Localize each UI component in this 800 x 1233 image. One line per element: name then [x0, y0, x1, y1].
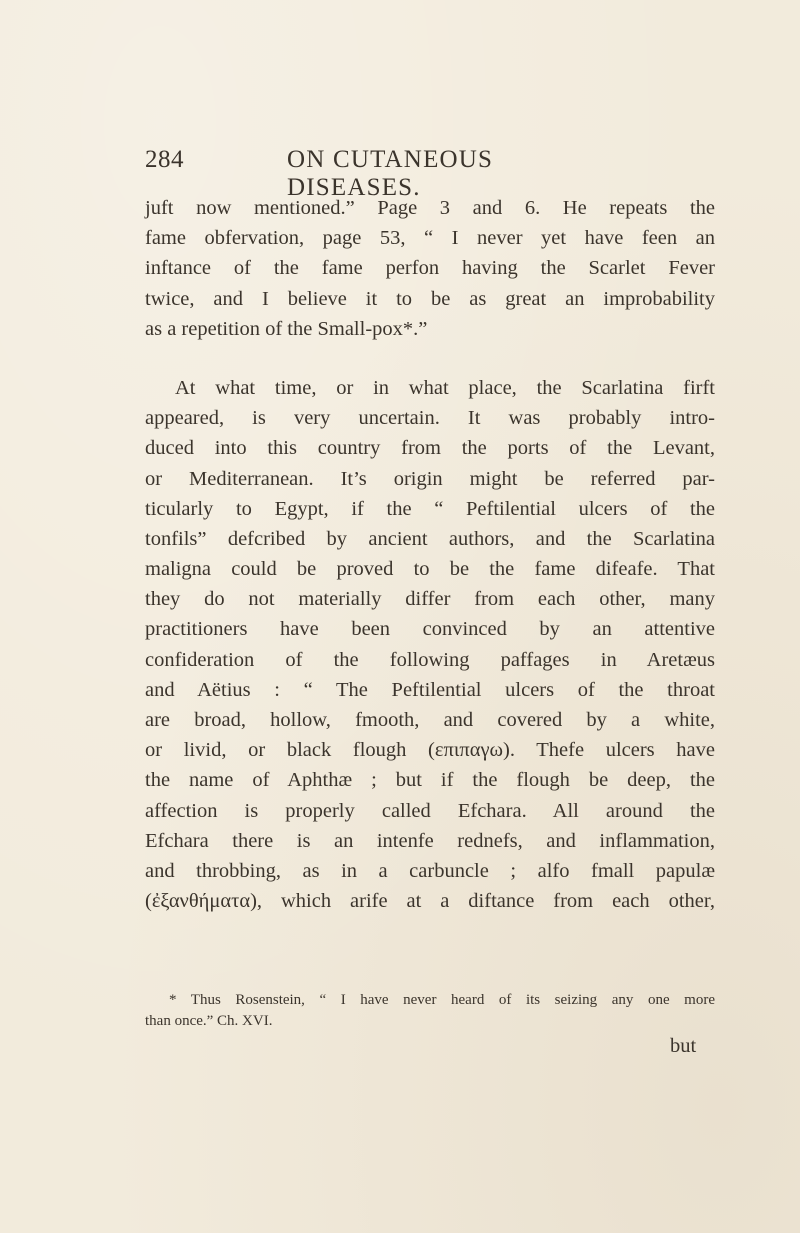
text-line: ticularly to Egypt, if the “ Peftilential ulcers of the: [145, 497, 715, 520]
text-line: appeared, is very uncertain. It was probably intro-: [145, 407, 715, 430]
text-line: inftance of the fame perfon having the Scarlet Fever: [145, 257, 715, 280]
page-number: 284: [145, 146, 184, 173]
text-line: tonfils” defcribed by ancient authors, and the Scarlatina: [145, 527, 715, 550]
text-line: juft now mentioned.” Page 3 and 6. He repeats the: [145, 197, 715, 219]
text-line: are broad, hollow, fmooth, and covered by a white,: [145, 709, 715, 731]
body-text: [145, 193, 715, 916]
footnote: [145, 990, 715, 1032]
footnote-line: * Thus Rosenstein, “ I have never heard of its seizing any one more: [169, 992, 715, 1008]
text-line: twice, and I believe it to be as great an improbability: [145, 287, 715, 310]
text-line: as a repetition of the Small-pox*.”: [145, 317, 428, 340]
text-line: they do not materially differ from each other, many: [145, 588, 715, 611]
page-header: [145, 146, 615, 201]
footnote-line: than once.” Ch. XVI.: [145, 1013, 273, 1029]
paragraph: [145, 193, 715, 344]
text-line: practitioners have been convinced by an attentive: [145, 618, 715, 641]
text-line: or livid, or black flough (επιπαγω). Thefe ulcers have: [145, 739, 715, 762]
paragraph-gap: [145, 344, 715, 373]
text-line: and Aëtius : “ The Peftilential ulcers of the throat: [145, 678, 715, 701]
catchword: but: [670, 1035, 697, 1057]
text-line: At what time, or in what place, the Scarlatina firft: [175, 376, 715, 399]
running-head: ON CUTANEOUS DISEASES.: [287, 146, 494, 201]
text-line: (ἐξανθήματα), which arife at a diftance from each other,: [145, 890, 715, 913]
text-line: the name of Aphthæ ; but if the flough be deep, the: [145, 769, 715, 792]
text-line: and throbbing, as in a carbuncle ; alfo fmall papulæ: [145, 859, 715, 882]
text-line: duced into this country from the ports of the Levant,: [145, 437, 715, 460]
text-line: Efchara there is an intenfe rednefs, and inflammation,: [145, 829, 715, 852]
text-line: or Mediterranean. It’s origin might be referred par-: [145, 467, 715, 490]
text-line: maligna could be proved to be the fame difeafe. That: [145, 558, 715, 581]
text-line: affection is properly called Efchara. All around the: [145, 799, 715, 822]
text-line: fame obfervation, page 53, “ I never yet have feen an: [145, 227, 715, 250]
paragraph: [145, 373, 715, 916]
text-line: confideration of the following paffages in Aretæus: [145, 648, 715, 671]
